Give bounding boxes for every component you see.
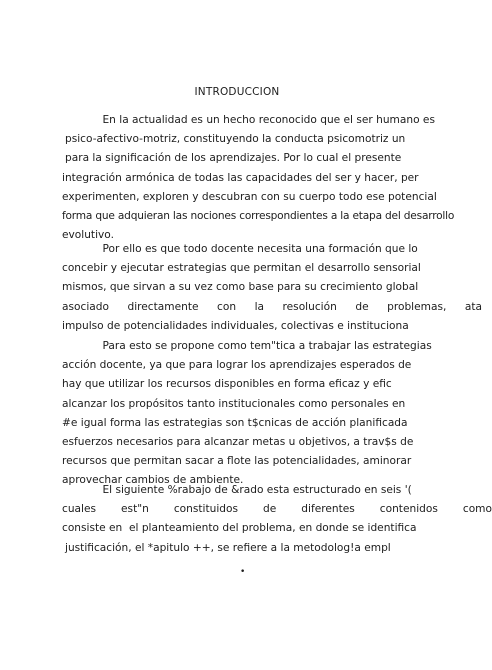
text-line: acción docente, ya que para lograr los aprendizajes esperados de	[62, 359, 412, 372]
text-line: para la significación de los aprendizajes. Por lo cual el presente	[65, 152, 402, 165]
text-line: asociado directamente con la resolución de problemas, ata	[62, 300, 482, 313]
text-line: #e igual forma las estrategias son t$cnicas de acción planificada	[62, 416, 408, 429]
text-line: aprovechar cambios de ambiente.	[62, 474, 244, 487]
text-line: alcanzar los propósitos tanto institucionales como personales en	[62, 397, 406, 410]
text-line: integración armónica de todas las capacidades del ser y hacer, per	[62, 171, 419, 184]
text-line: Para esto se propone como tem"tica a trabajar las estrategias	[89, 340, 432, 352]
paragraph-1	[62, 111, 474, 245]
text-line: esfuerzos necesarios para alcanzar metas u objetivos, a trav$s de	[62, 435, 414, 448]
text-line: experimenten, exploren y descubran con su cuerpo todo ese potencial	[62, 190, 437, 203]
text-line: recursos que permitan sacar a flote las potencialidades, aminorar	[62, 455, 412, 468]
paragraph-3	[62, 337, 474, 491]
paragraph-2	[62, 240, 482, 336]
page-title: INTRODUCCION	[194, 86, 280, 98]
text-line: psico-afectivo-motriz, constituyendo la conducta psicomotriz un	[65, 133, 406, 146]
text-line: impulso de potencialidades individuales, colectivas e instituciona	[62, 319, 409, 332]
text-line: consiste en el planteamiento del problema, en donde se identifica	[62, 522, 417, 535]
page-marker: •	[240, 567, 246, 577]
paragraph-4	[62, 481, 492, 558]
text-line: cuales est"n constituidos de diferentes contenidos como	[62, 503, 492, 516]
text-line: Por ello es que todo docente necesita una formación que lo	[89, 243, 418, 255]
text-line: justificación, el *apitulo ++, se refiere a la metodolog!a empl	[65, 541, 391, 554]
text-line: En la actualidad es un hecho reconocido que el ser humano es	[89, 114, 435, 126]
text-line: forma que adquieran las nociones correspondientes a la etapa del desarrollo	[62, 209, 455, 222]
text-line: hay que utilizar los recursos disponibles en forma eficaz y efic	[62, 378, 392, 391]
text-line: evolutivo.	[62, 229, 114, 242]
text-line: El siguiente %rabajo de &rado esta estructurado en seis '(	[89, 484, 412, 496]
text-line: mismos, que sirvan a su vez como base para su crecimiento global	[62, 281, 419, 294]
text-line: concebir y ejecutar estrategias que permitan el desarrollo sensorial	[62, 262, 421, 275]
